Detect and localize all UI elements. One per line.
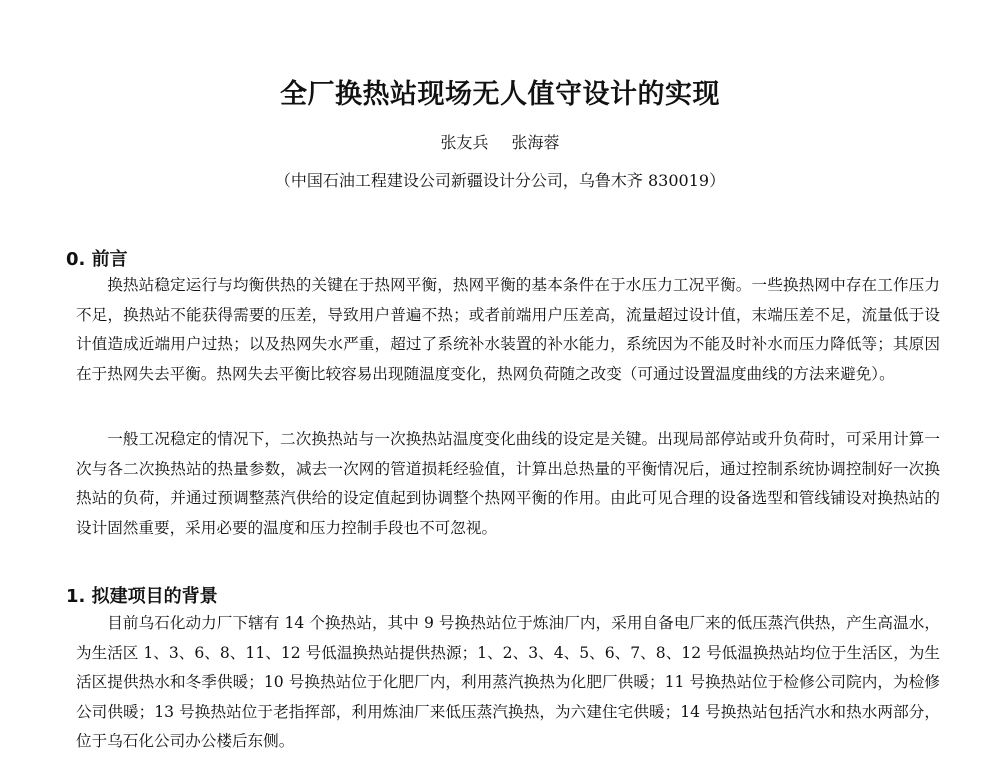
section-heading-intro: 0. 前言 xyxy=(66,249,128,270)
paper-affiliation: （中国石油工程建设公司新疆设计分公司，乌鲁木齐 830019） xyxy=(274,171,726,190)
paragraph: 一般工况稳定的情况下，二次换热站与一次换热站温度变化曲线的设定是关键。出现局部停站或升负荷时，可采用计算一次与各二次换热站的热量参数，减去一次网的管道损耗经验值，计算出总热量的平衡情况后，通过控制系统协调控制好一次换热站的负荷，并通过预调整蒸汽供给的设定值起到协调整个热网平衡的作用。由此可见合理的设备选型和管线铺设对换热站的设计固然重要，采用必要的温度和压力控制手段也不可忽视。 xyxy=(76,430,940,537)
paper-title: 全厂换热站现场无人值守设计的实现 xyxy=(280,79,720,110)
paragraph: 换热站稳定运行与均衡供热的关键在于热网平衡，热网平衡的基本条件在于水压力工况平衡。一些换热网中存在工作压力不足，换热站不能获得需要的压差，导致用户普遍不热；或者前端用户压差高，流量超过设计值，末端压差不足，流量低于设计值造成近端用户过热；以及热网失水严重，超过了系统补水装置的补水能力，系统因为不能及时补水而压力降低等；其原因在于热网失去平衡。热网失去平衡比较容易出现随温度变化，热网负荷随之改变（可通过设置温度曲线的方法来避免）。 xyxy=(76,276,940,383)
section-heading-background: 1. 拟建项目的背景 xyxy=(66,586,218,607)
paragraph: 目前乌石化动力厂下辖有 14 个换热站，其中 9 号换热站位于炼油厂内，采用自备电厂来的低压蒸汽供热，产生高温水，为生活区 1、3、6、8、11、12 号低温换热站提供热源；1、2、3、4、5、6、7、8、12 号低温换热站均位于生活区，为生活区提供热水和冬季供暖；10 号换热站位于化肥厂内，利用蒸汽换热为化肥厂供暖；11 号换热站位于检修公司院内，为检修公司供暖；13 号换热站位于老指挥部，利用炼油厂来低压蒸汽换热，为六建住宅供暖；14 号换热站包括汽水和热水两部分，位于乌石化公司办公楼后东侧。 xyxy=(76,614,940,750)
paper-authors: 张友兵 张海蓉 xyxy=(440,133,560,152)
